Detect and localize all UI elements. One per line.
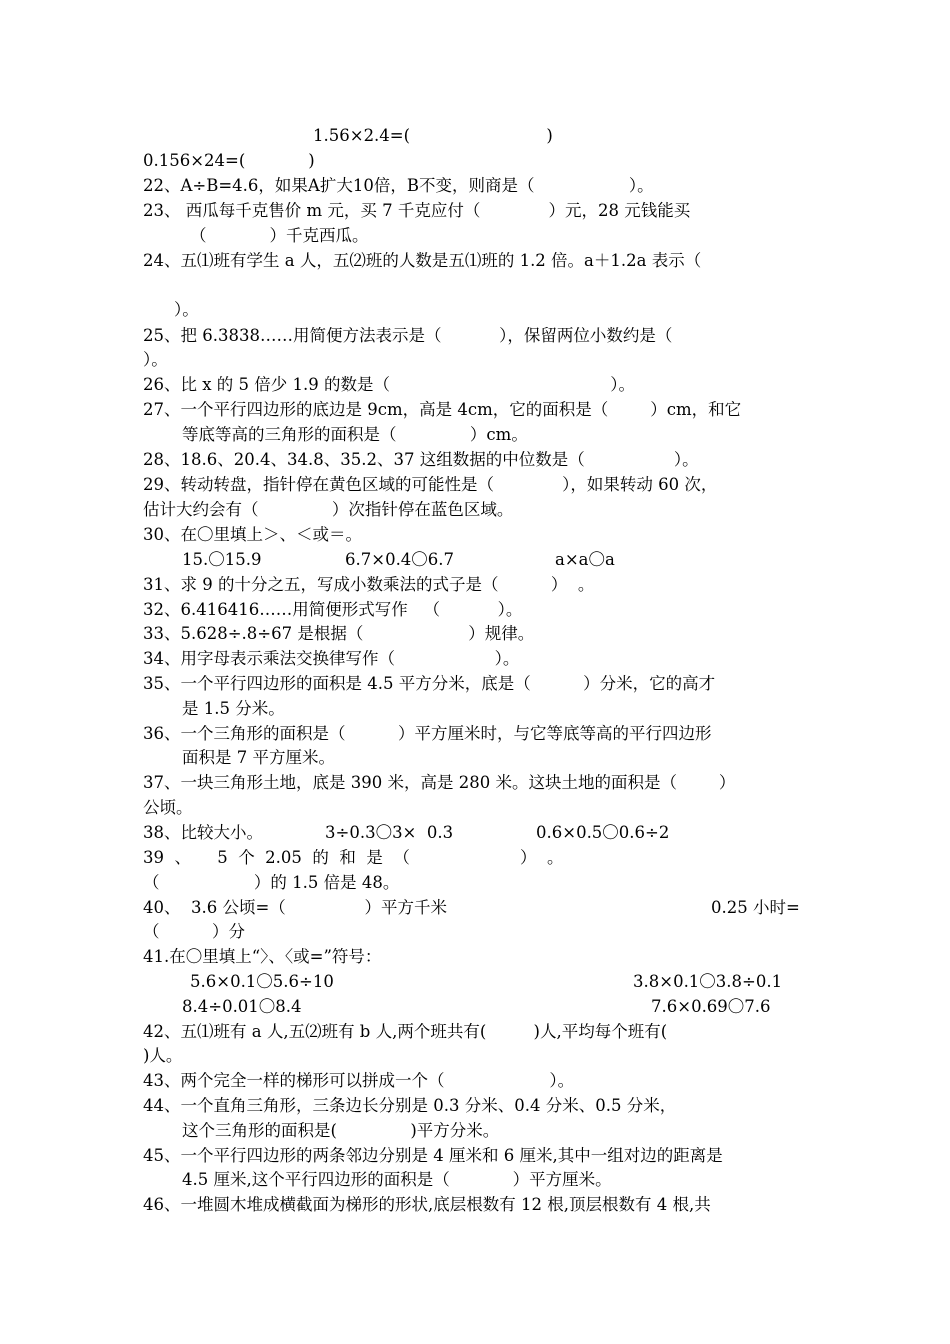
- text-line: 这个三角形的面积是( )平方分米。: [182, 1121, 500, 1140]
- compare-item: 0.6×0.5〇0.6÷2: [536, 823, 670, 842]
- compare-item: 7.6×0.69〇7.6: [651, 997, 771, 1016]
- question-31: 31、求 9 的十分之五，写成小数乘法的式子是（ ） 。: [143, 575, 595, 594]
- question-41: 41.在〇里填上“〉、〈或=”符号：: [143, 947, 382, 966]
- text-line: 0.156×24=( ): [143, 151, 315, 170]
- question-29: 29、转动转盘，指针停在黄色区域的可能性是（ ），如果转动 60 次，: [143, 475, 718, 494]
- text-line: 等底等高的三角形的面积是（ ）cm。: [182, 425, 528, 444]
- compare-item: 3.8×0.1〇3.8÷0.1: [633, 972, 783, 991]
- question-40: 40、 3.6 公顷=（ ）平方千米: [143, 898, 447, 917]
- text-line: 估计大约会有（ ）次指针停在蓝色区域。: [143, 500, 514, 519]
- compare-item: 6.7×0.4〇6.7: [345, 550, 455, 569]
- question-23: 23、 西瓜每千克售价 m 元，买 7 千克应付（ ）元，28 元钱能买: [143, 201, 691, 220]
- question-36: 36、一个三角形的面积是（ ）平方厘米时，与它等底等高的平行四边形: [143, 724, 712, 743]
- question-30: 30、在〇里填上＞、＜或＝。: [143, 525, 362, 544]
- text-line: 0.25 小时=: [711, 898, 800, 917]
- question-37: 37、一块三角形土地，底是 390 米，高是 280 米。这块土地的面积是（ ）: [143, 773, 736, 792]
- question-39: 39 、 5 个 2.05 的 和 是 （ ） 。: [143, 848, 564, 867]
- question-43: 43、两个完全一样的梯形可以拼成一个（ ）。: [143, 1071, 575, 1090]
- text-line: ）。: [143, 350, 168, 369]
- text-line: )人。: [143, 1046, 183, 1065]
- question-42: 42、五⑴班有 a 人,五⑵班有 b 人,两个班共有( )人,平均每个班有(: [143, 1022, 668, 1041]
- text-line: 面积是 7 平方厘米。: [182, 748, 335, 767]
- question-33: 33、5.628÷.8÷67 是根据（ ）规律。: [143, 624, 535, 643]
- question-25: 25、把 6.3838……用简便方法表示是（ ），保留两位小数约是（: [143, 326, 673, 345]
- question-38: 38、比较大小。: [143, 823, 263, 842]
- text-line: ）。: [174, 300, 199, 319]
- text-line: 是 1.5 分米。: [182, 699, 285, 718]
- question-26: 26、比 x 的 5 倍少 1.9 的数是（ ）。: [143, 375, 636, 394]
- compare-item: a×a〇a: [555, 550, 615, 569]
- question-44: 44、一个直角三角形，三条边长分别是 0.3 分米、0.4 分米、0.5 分米，: [143, 1096, 677, 1115]
- question-45: 45、一个平行四边形的两条邻边分别是 4 厘米和 6 厘米,其中一组对边的距离是: [143, 1146, 723, 1165]
- question-34: 34、用字母表示乘法交换律写作（ ）。: [143, 649, 520, 668]
- question-46: 46、一堆圆木堆成横截面为梯形的形状,底层根数有 12 根,顶层根数有 4 根,共: [143, 1195, 711, 1214]
- compare-item: 15.〇15.9: [182, 550, 262, 569]
- compare-item: 8.4÷0.01〇8.4: [182, 997, 302, 1016]
- question-24: 24、五⑴班有学生 a 人，五⑵班的人数是五⑴班的 1.2 倍。a＋1.2a 表示（: [143, 251, 702, 270]
- question-22: 22、A÷B=4.6，如果A扩大10倍，B不变，则商是（ ）。: [143, 176, 654, 195]
- text-line: （ ）分: [143, 922, 245, 941]
- compare-item: 3÷0.3〇3× 0.3: [325, 823, 454, 842]
- question-27: 27、一个平行四边形的底边是 9cm，高是 4cm，它的面积是（ ）cm，和它: [143, 400, 742, 419]
- question-28: 28、18.6、20.4、34.8、35.2、37 这组数据的中位数是（ ）。: [143, 450, 699, 469]
- compare-item: 5.6×0.1〇5.6÷10: [190, 972, 334, 991]
- text-line: 4.5 厘米,这个平行四边形的面积是（ ）平方厘米。: [182, 1170, 612, 1189]
- text-line: （ ）千克西瓜。: [190, 226, 369, 245]
- text-line: 1.56×2.4=( ): [313, 126, 553, 145]
- question-35: 35、一个平行四边形的面积是 4.5 平方分米，底是（ ）分米，它的高才: [143, 674, 716, 693]
- text-line: （ ）的 1.5 倍是 48。: [143, 873, 400, 892]
- text-line: 公顷。: [143, 798, 193, 817]
- question-32: 32、6.416416……用简便形式写作 （ ）。: [143, 600, 523, 619]
